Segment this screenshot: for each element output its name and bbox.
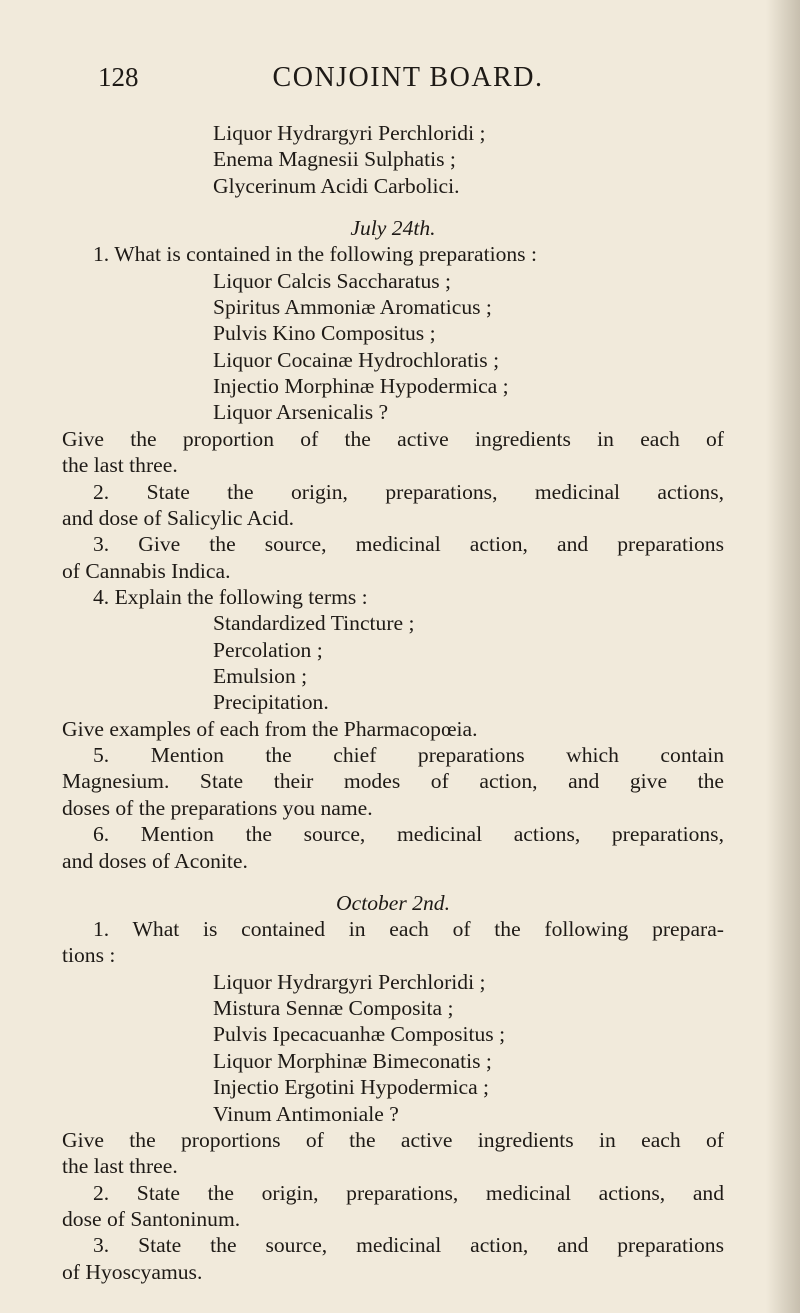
question-line: Magnesium. State their modes of action, and give the bbox=[62, 769, 724, 794]
list-item: Pulvis Kino Compositus ; bbox=[213, 321, 436, 346]
list-item: Liquor Hydrargyri Perchloridi ; bbox=[213, 969, 486, 994]
page-edge-shadow bbox=[766, 0, 800, 1313]
list-item: Precipitation. bbox=[213, 690, 329, 715]
list-item: Pulvis Ipecacuanhæ Compositus ; bbox=[213, 1022, 506, 1047]
list-item: Enema Magnesii Sulphatis ; bbox=[213, 147, 456, 172]
question-line: 2. State the origin, preparations, medicinal actions, and bbox=[93, 1180, 724, 1205]
question-line: tions : bbox=[62, 943, 116, 968]
list-item: Liquor Calcis Saccharatus ; bbox=[213, 268, 452, 293]
question-line: the last three. bbox=[62, 1154, 178, 1179]
page-header bbox=[98, 62, 718, 98]
question-line: doses of the preparations you name. bbox=[62, 795, 373, 820]
section-heading-july: July 24th. bbox=[350, 215, 436, 240]
list-item: Liquor Morphinæ Bimeconatis ; bbox=[213, 1048, 492, 1073]
page-number: 128 bbox=[98, 62, 139, 92]
question-line: 6. Mention the source, medicinal actions, preparations, bbox=[93, 822, 724, 847]
list-item: Injectio Ergotini Hypodermica ; bbox=[213, 1075, 490, 1100]
question-line: 1. What is contained in the following preparations : bbox=[93, 242, 537, 267]
list-item: Vinum Antimoniale ? bbox=[213, 1101, 399, 1126]
section-heading-october: October 2nd. bbox=[336, 890, 450, 915]
list-item: Glycerinum Acidi Carbolici. bbox=[213, 173, 460, 198]
list-item: Mistura Sennæ Composita ; bbox=[213, 996, 454, 1021]
question-line: and dose of Salicylic Acid. bbox=[62, 505, 295, 530]
question-line: 3. State the source, medicinal action, and preparations bbox=[93, 1233, 724, 1258]
list-item: Liquor Arsenicalis ? bbox=[213, 400, 389, 425]
question-line: and doses of Aconite. bbox=[62, 848, 248, 873]
list-item: Liquor Hydrargyri Perchloridi ; bbox=[213, 121, 486, 145]
list-item: Spiritus Ammoniæ Aromaticus ; bbox=[213, 295, 492, 319]
list-item: Liquor Cocainæ Hydrochloratis ; bbox=[213, 347, 500, 372]
question-line: Give examples of each from the Pharmacopœia. bbox=[62, 716, 478, 741]
question-line: 4. Explain the following terms : bbox=[93, 584, 368, 609]
question-line: 1. What is contained in each of the following prepara- bbox=[93, 917, 724, 941]
question-line: 2. State the origin, preparations, medicinal actions, bbox=[93, 479, 724, 504]
question-line: Give the proportion of the active ingredients in each of bbox=[62, 426, 724, 451]
question-line: Give the proportions of the active ingredients in each of bbox=[62, 1127, 724, 1152]
question-line: 5. Mention the chief preparations which contain bbox=[93, 743, 724, 767]
list-item: Standardized Tincture ; bbox=[213, 611, 415, 636]
list-item: Percolation ; bbox=[213, 637, 323, 662]
question-line: of Cannabis Indica. bbox=[62, 558, 231, 583]
question-line: 3. Give the source, medicinal action, and preparations bbox=[93, 532, 724, 557]
question-line: dose of Santoninum. bbox=[62, 1206, 241, 1231]
question-line: of Hyoscyamus. bbox=[62, 1259, 203, 1284]
question-line: the last three. bbox=[62, 453, 178, 478]
list-item: Injectio Morphinæ Hypodermica ; bbox=[213, 374, 509, 398]
running-title: CONJOINT BOARD. bbox=[272, 62, 544, 93]
list-item: Emulsion ; bbox=[213, 664, 308, 688]
